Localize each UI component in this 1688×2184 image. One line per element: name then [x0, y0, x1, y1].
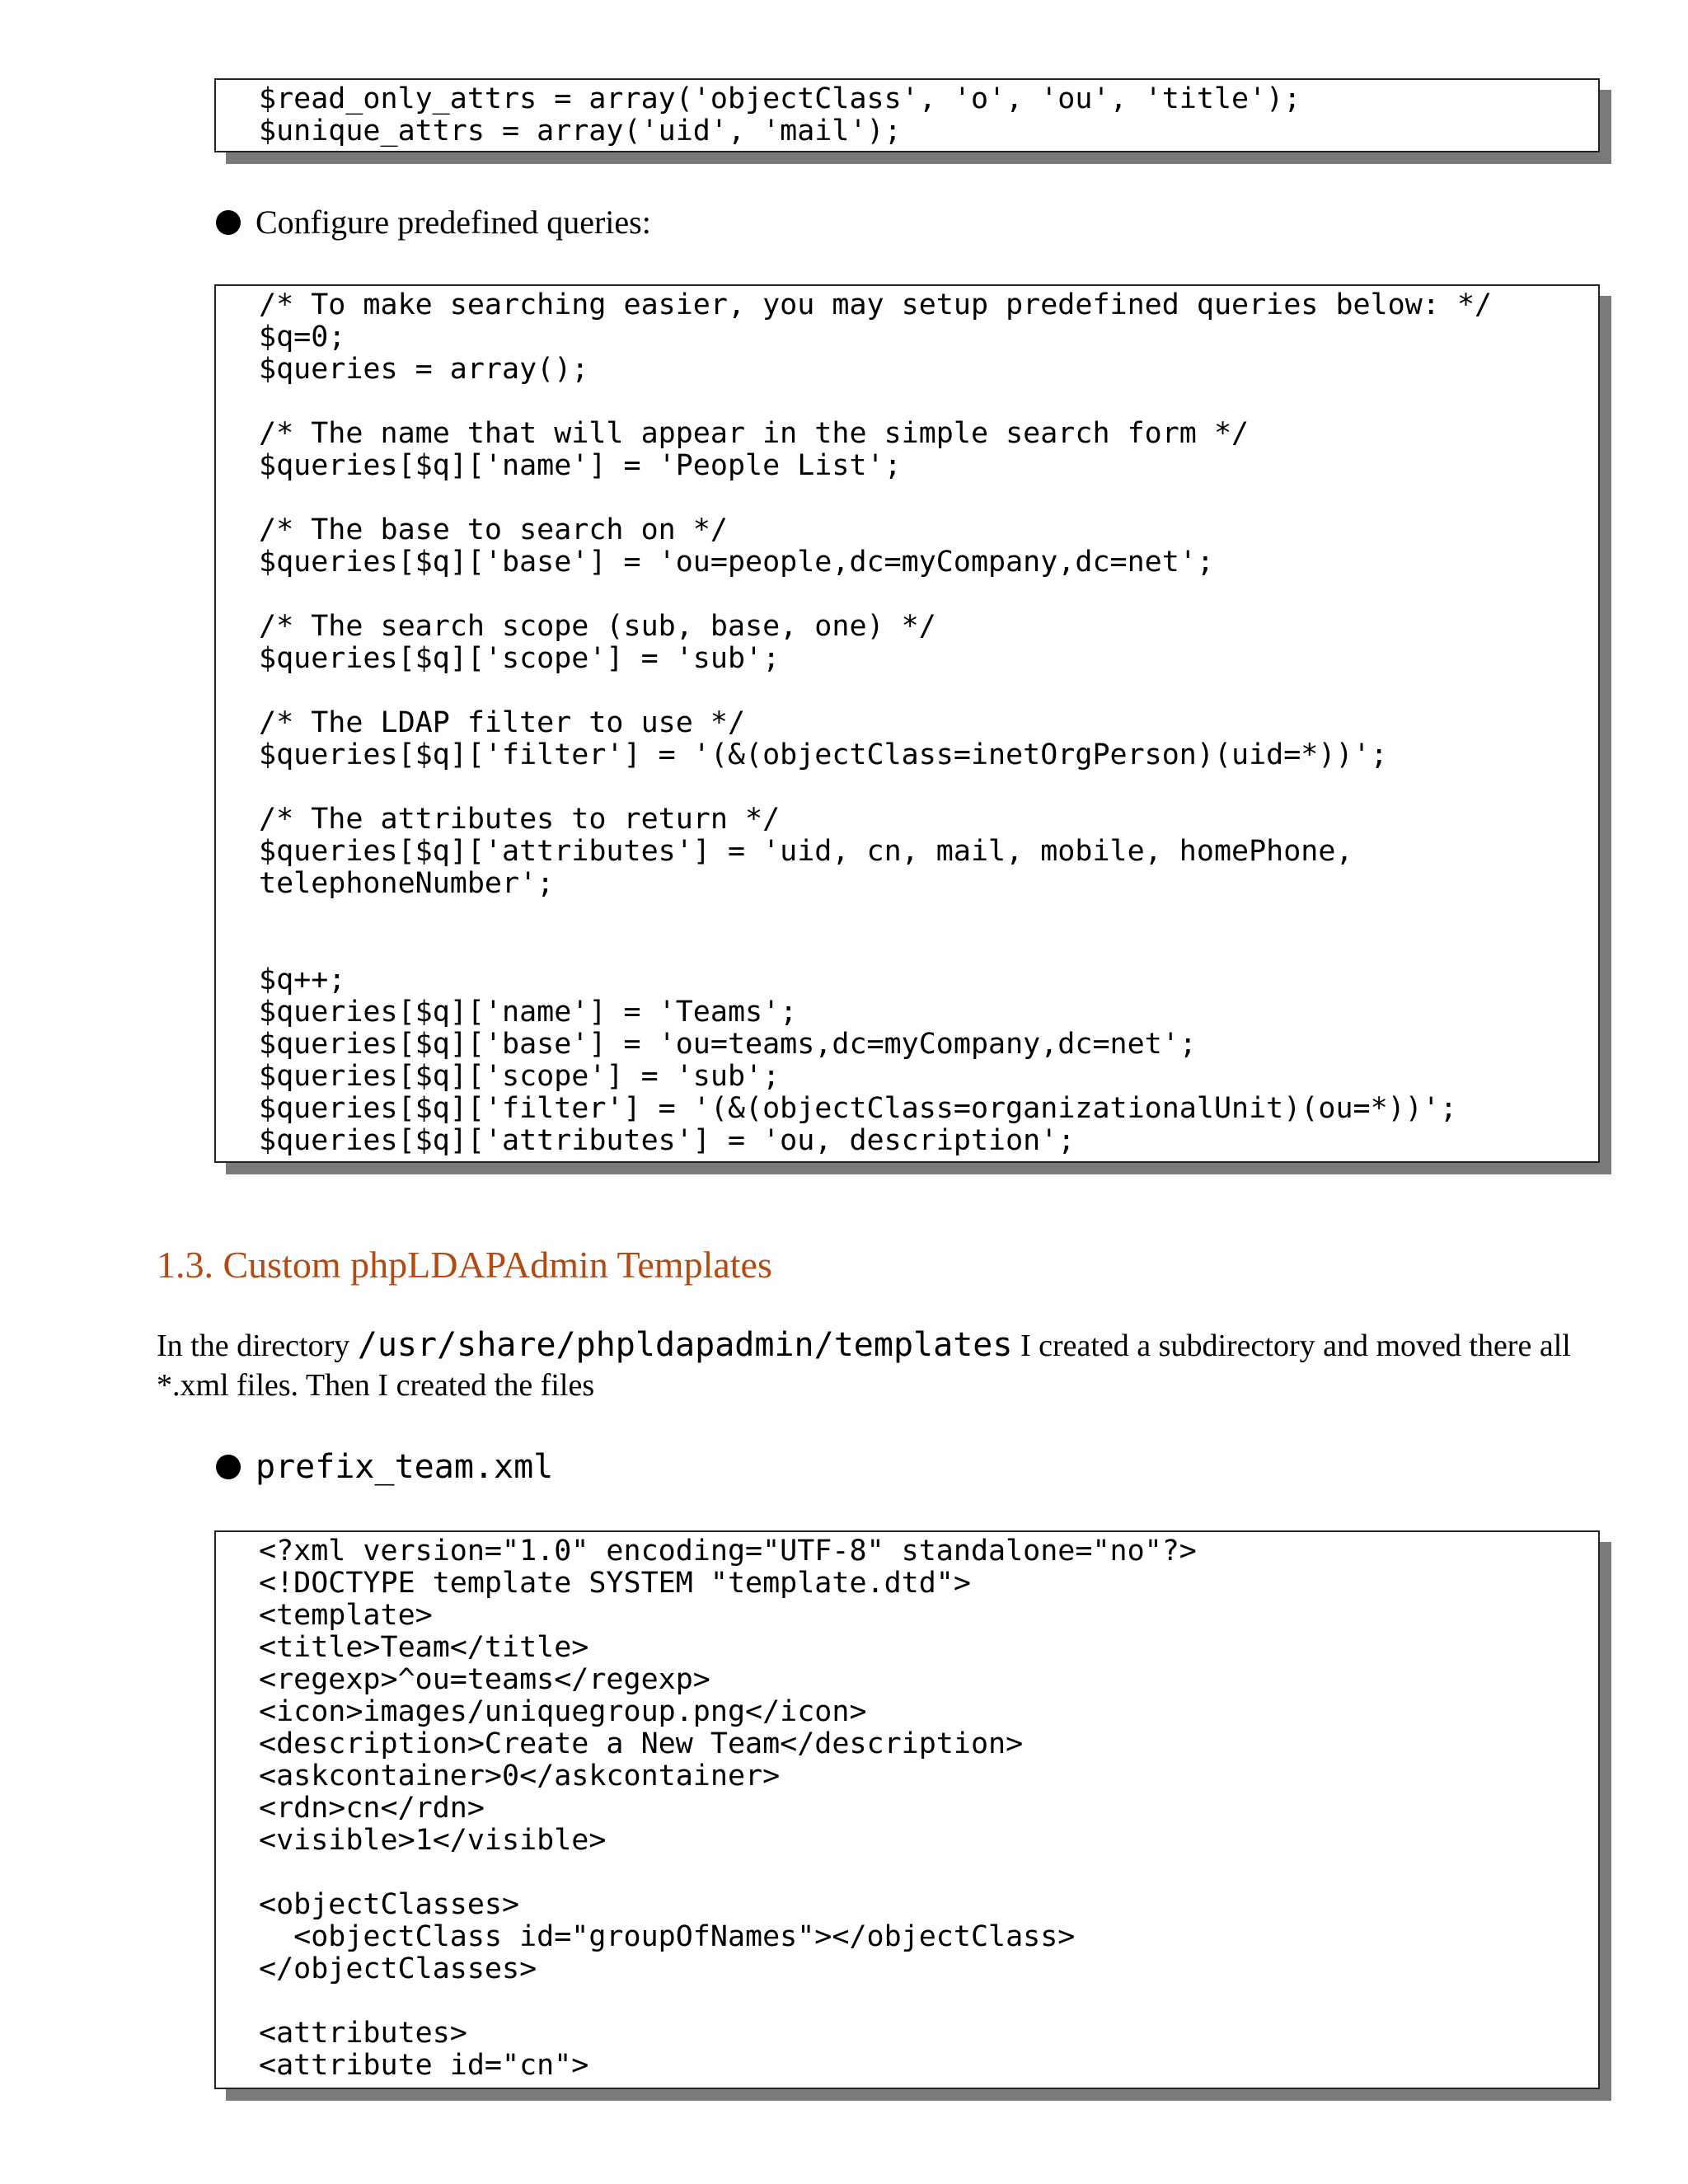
- code-line: $queries[$q]['base'] = 'ou=people,dc=myCompany,dc=net';: [259, 546, 1214, 579]
- code-line: [259, 386, 1565, 418]
- code-line: /* The name that will appear in the simple search form */: [259, 417, 1250, 450]
- code-line: $read_only_attrs = array('objectClass', 'o', 'ou', 'title');: [259, 82, 1301, 115]
- bullet-item: [216, 1448, 553, 1486]
- bullet-text: Configure predefined queries:: [256, 204, 651, 241]
- code-line: <objectClasses>: [259, 1888, 520, 1921]
- code-line: <attribute id="cn">: [259, 2049, 589, 2082]
- code-line: $q=0;: [259, 321, 346, 354]
- code-line: $queries[$q]['filter'] = '(&(objectClass=organizationalUnit)(ou=*))';: [259, 1092, 1457, 1125]
- code-line: $queries[$q]['scope'] = 'sub';: [259, 1060, 781, 1093]
- section-heading: 1.3. Custom phpLDAPAdmin Templates: [157, 1244, 772, 1286]
- code-line: [259, 1985, 1565, 2018]
- code-line: [259, 675, 1565, 707]
- bullet-dot-icon: [216, 210, 241, 235]
- code-line: </objectClasses>: [259, 1952, 537, 1985]
- para-text: In the directory: [157, 1329, 358, 1363]
- code-line: <regexp>^ou=teams</regexp>: [259, 1663, 710, 1696]
- code-line: <rdn>cn</rdn>: [259, 1792, 485, 1825]
- code-line: [259, 900, 1565, 932]
- code-line: $queries[$q]['scope'] = 'sub';: [259, 642, 781, 675]
- code-line: <objectClass id="groupOfNames"></objectClass>: [259, 1920, 1076, 1953]
- code-line: /* To make searching easier, you may setup predefined queries below: */: [259, 288, 1493, 321]
- code-line: <title>Team</title>: [259, 1631, 589, 1664]
- code-line: /* The search scope (sub, base, one) */: [259, 610, 936, 643]
- code-line: $queries[$q]['attributes'] = 'ou, description';: [259, 1124, 1076, 1157]
- directory-path: /usr/share/phpldapadmin/templates: [357, 1326, 1013, 1364]
- code-line: [259, 579, 1565, 611]
- code-line: [259, 482, 1565, 514]
- code-line: $queries[$q]['name'] = 'Teams';: [259, 996, 798, 1029]
- code-block-template-xml: [214, 1530, 1600, 2089]
- code-line: [259, 1857, 1565, 1889]
- code-line: <?xml version="1.0" encoding="UTF-8" standalone="no"?>: [259, 1535, 1197, 1568]
- code-block-attrs: [214, 78, 1600, 152]
- code-line: /* The base to search on */: [259, 513, 728, 546]
- code-line: $q++;: [259, 963, 346, 996]
- code-line: $queries = array();: [259, 353, 589, 386]
- section-paragraph: [157, 1325, 1607, 1405]
- code-line: $queries[$q]['filter'] = '(&(objectClass=inetOrgPerson)(uid=*))';: [259, 738, 1388, 771]
- code-line: <icon>images/uniquegroup.png</icon>: [259, 1695, 867, 1728]
- code-line: $queries[$q]['base'] = 'ou=teams,dc=myCompany,dc=net';: [259, 1028, 1197, 1061]
- bullet-item: [216, 203, 651, 241]
- code-line: /* The attributes to return */: [259, 803, 781, 836]
- para-text: I created a subdirectory and moved there all *.xml files. Then I created the files: [157, 1329, 1571, 1403]
- code-line: [259, 932, 1565, 964]
- bullet-dot-icon: [216, 1455, 241, 1479]
- code-line: $unique_attrs = array('uid', 'mail');: [259, 115, 902, 148]
- code-line: <askcontainer>0</askcontainer>: [259, 1760, 781, 1793]
- code-block-queries: [214, 284, 1600, 1163]
- code-line: <visible>1</visible>: [259, 1824, 607, 1857]
- code-line: <attributes>: [259, 2017, 467, 2050]
- code-line: <!DOCTYPE template SYSTEM "template.dtd">: [259, 1567, 971, 1600]
- code-line: /* The LDAP filter to use */: [259, 706, 746, 739]
- code-line: $queries[$q]['attributes'] = 'uid, cn, mail, mobile, homePhone,: [259, 835, 1353, 868]
- code-line: <template>: [259, 1599, 433, 1632]
- bullet-filename: prefix_team.xml: [256, 1448, 554, 1486]
- code-line: [259, 771, 1565, 804]
- code-line: <description>Create a New Team</description>: [259, 1727, 1024, 1760]
- code-line: telephoneNumber';: [259, 867, 555, 900]
- code-line: $queries[$q]['name'] = 'People List';: [259, 449, 902, 482]
